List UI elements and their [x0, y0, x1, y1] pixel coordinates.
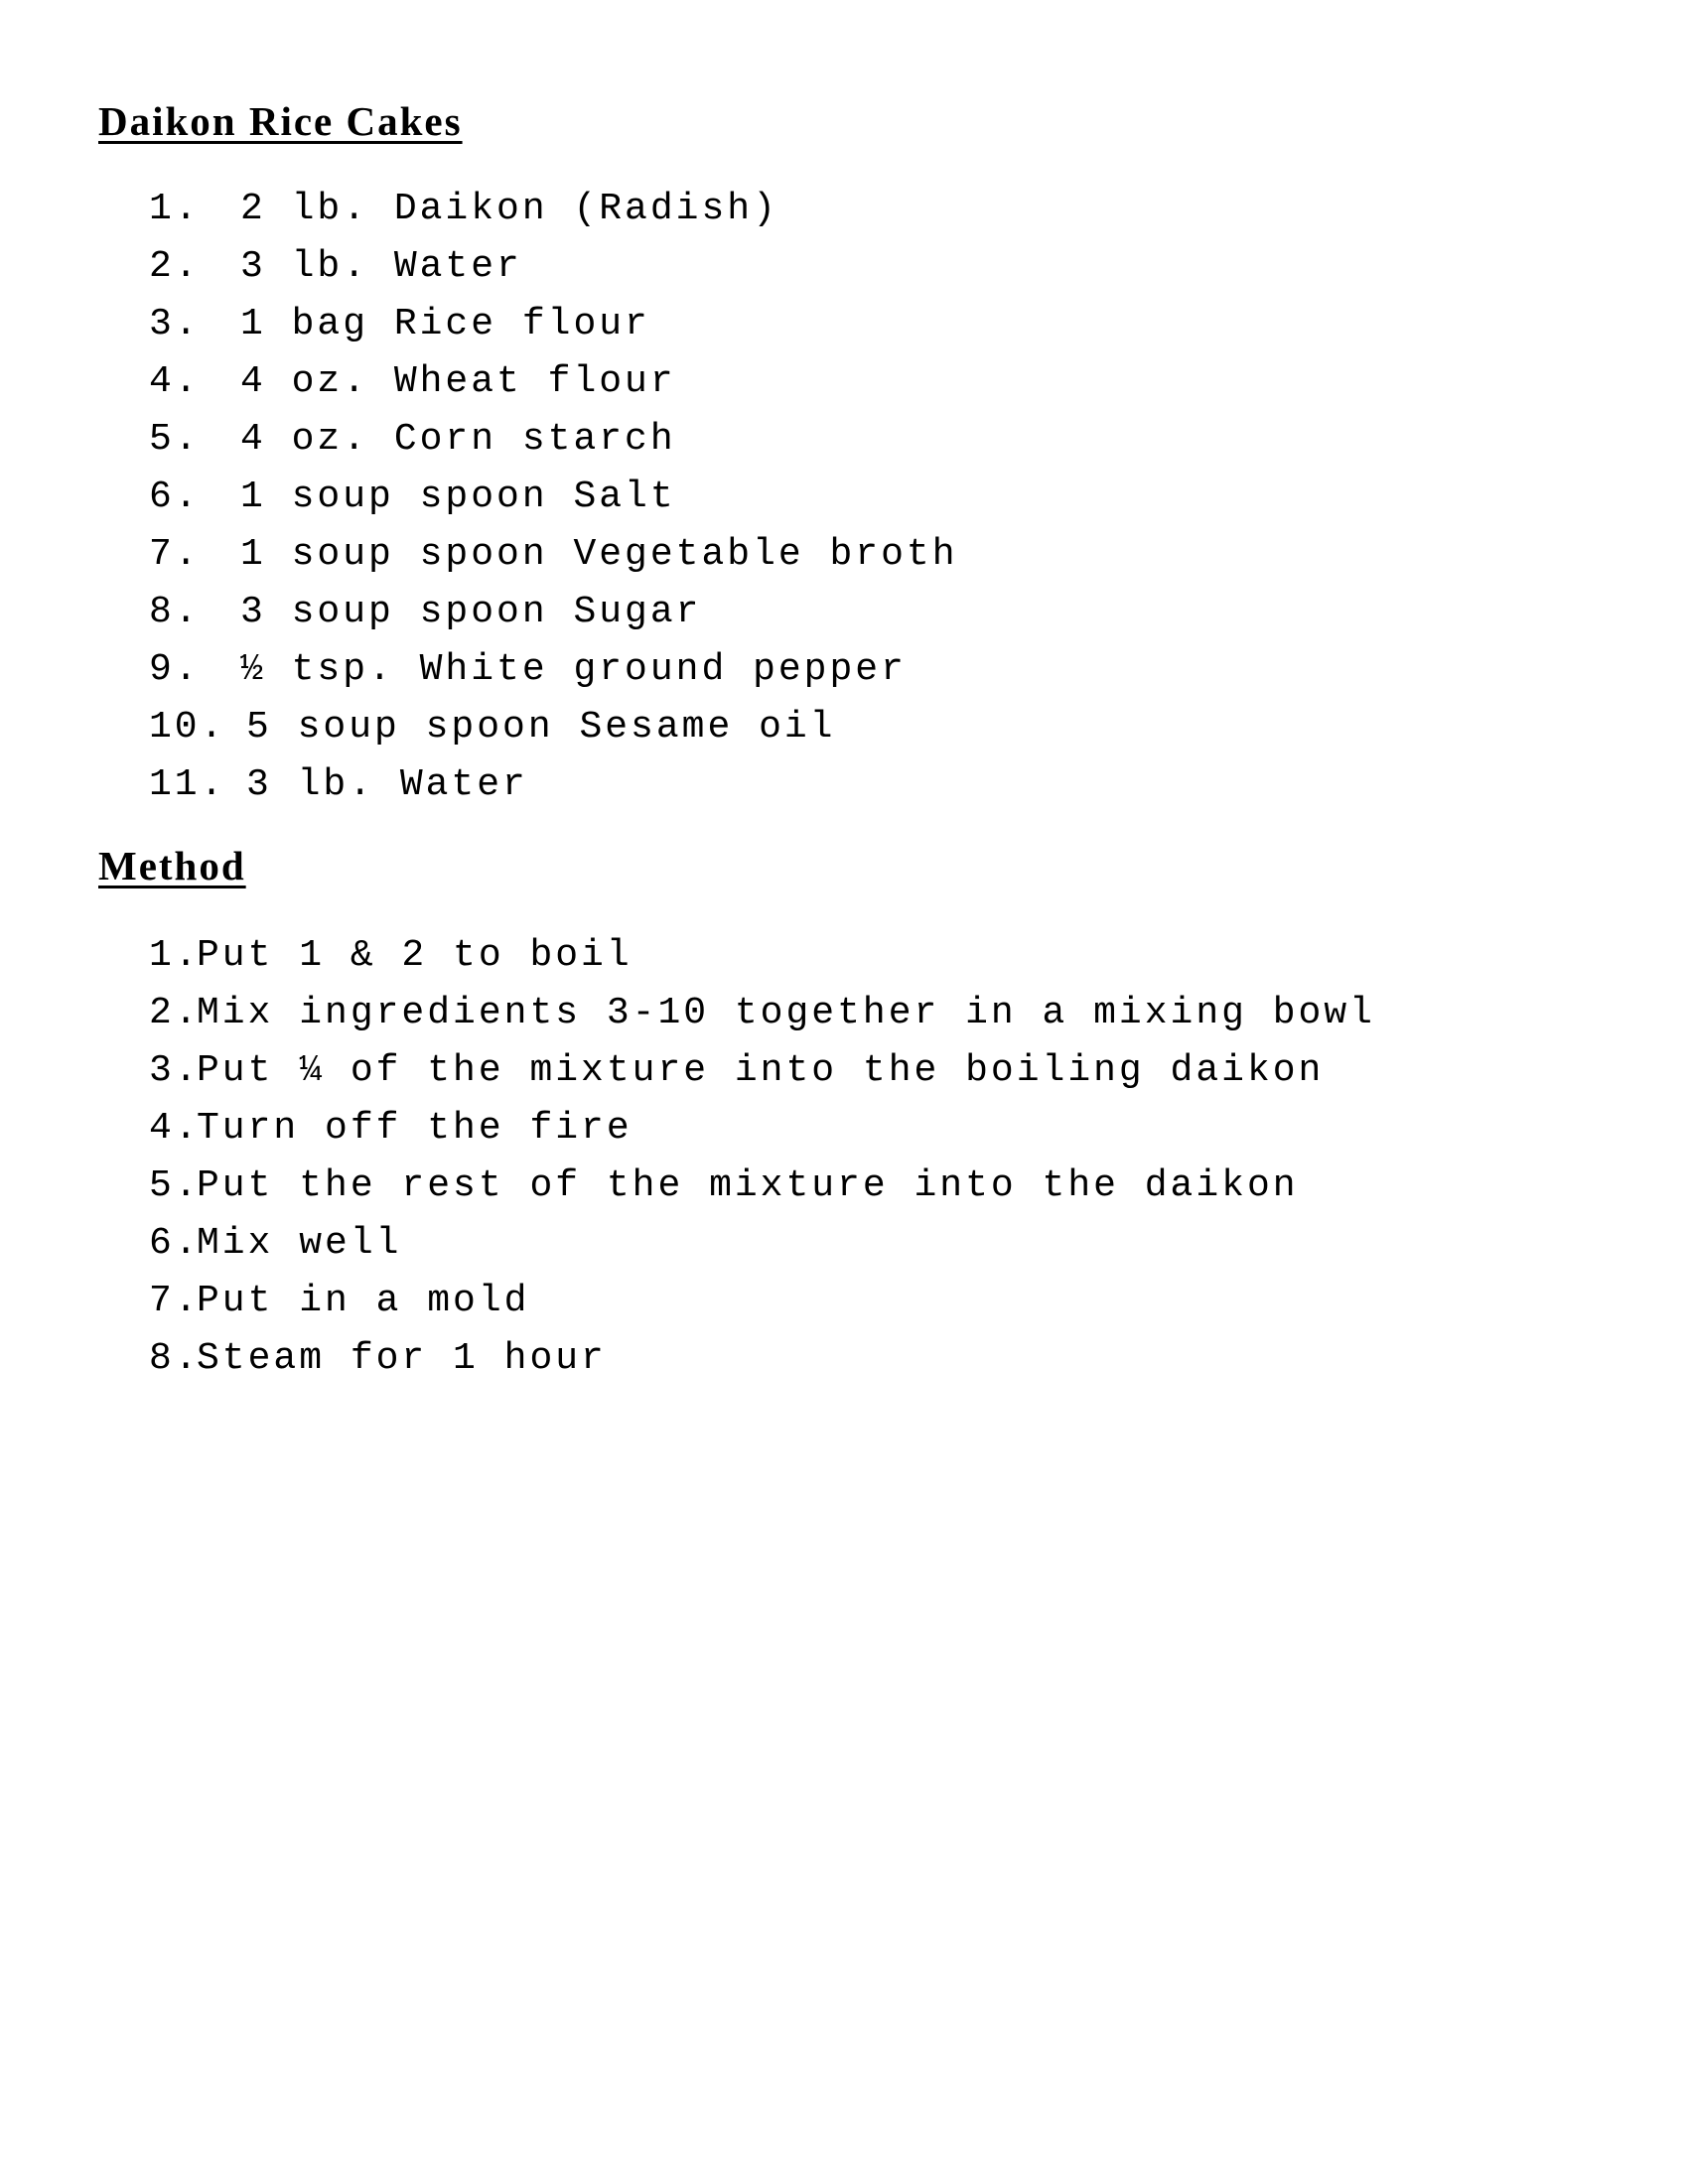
recipe-title: Daikon Rice Cakes	[98, 98, 463, 144]
step-text: Put in a mold	[197, 1280, 530, 1322]
ingredient-number: 1.	[149, 188, 201, 230]
ingredient-number: 5.	[149, 418, 201, 461]
step-number: 5.	[149, 1164, 201, 1207]
ingredient-text: ½ tsp. White ground pepper	[240, 648, 907, 691]
ingredient-text: 4 oz. Wheat flour	[240, 360, 676, 403]
step-text: Mix well	[197, 1222, 402, 1265]
ingredient-number: 2.	[149, 245, 201, 288]
step-text: Mix ingredients 3-10 together in a mixing bowl	[197, 992, 1375, 1034]
ingredient-text: 2 lb. Daikon (Radish)	[240, 188, 778, 230]
ingredient-text: 1 soup spoon Vegetable broth	[240, 533, 958, 576]
ingredient-number: 4.	[149, 360, 201, 403]
step-number: 4.	[149, 1107, 201, 1150]
ingredient-number: 11.	[149, 763, 226, 806]
step-number: 7.	[149, 1280, 201, 1322]
ingredient-text: 4 oz. Corn starch	[240, 418, 676, 461]
step-number: 2.	[149, 992, 201, 1034]
ingredient-number: 7.	[149, 533, 201, 576]
ingredient-text: 1 bag Rice flour	[240, 303, 650, 345]
ingredient-number: 3.	[149, 303, 201, 345]
step-number: 3.	[149, 1049, 201, 1092]
ingredient-number: 6.	[149, 476, 201, 518]
ingredient-number: 8.	[149, 591, 201, 633]
ingredient-text: 3 soup spoon Sugar	[240, 591, 702, 633]
step-text: Steam for 1 hour	[197, 1337, 607, 1380]
ingredient-number: 10.	[149, 706, 226, 749]
step-text: Turn off the fire	[197, 1107, 633, 1150]
step-number: 6.	[149, 1222, 201, 1265]
step-text: Put ¼ of the mixture into the boiling daikon	[197, 1049, 1325, 1092]
step-text: Put the rest of the mixture into the daikon	[197, 1164, 1299, 1207]
ingredient-text: 1 soup spoon Salt	[240, 476, 676, 518]
ingredient-number: 9.	[149, 648, 201, 691]
method-heading: Method	[98, 843, 246, 888]
ingredient-text: 5 soup spoon Sesame oil	[246, 706, 836, 749]
step-text: Put 1 & 2 to boil	[197, 934, 633, 977]
ingredient-text: 3 lb. Water	[240, 245, 522, 288]
ingredient-text: 3 lb. Water	[246, 763, 528, 806]
step-number: 1.	[149, 934, 201, 977]
step-number: 8.	[149, 1337, 201, 1380]
